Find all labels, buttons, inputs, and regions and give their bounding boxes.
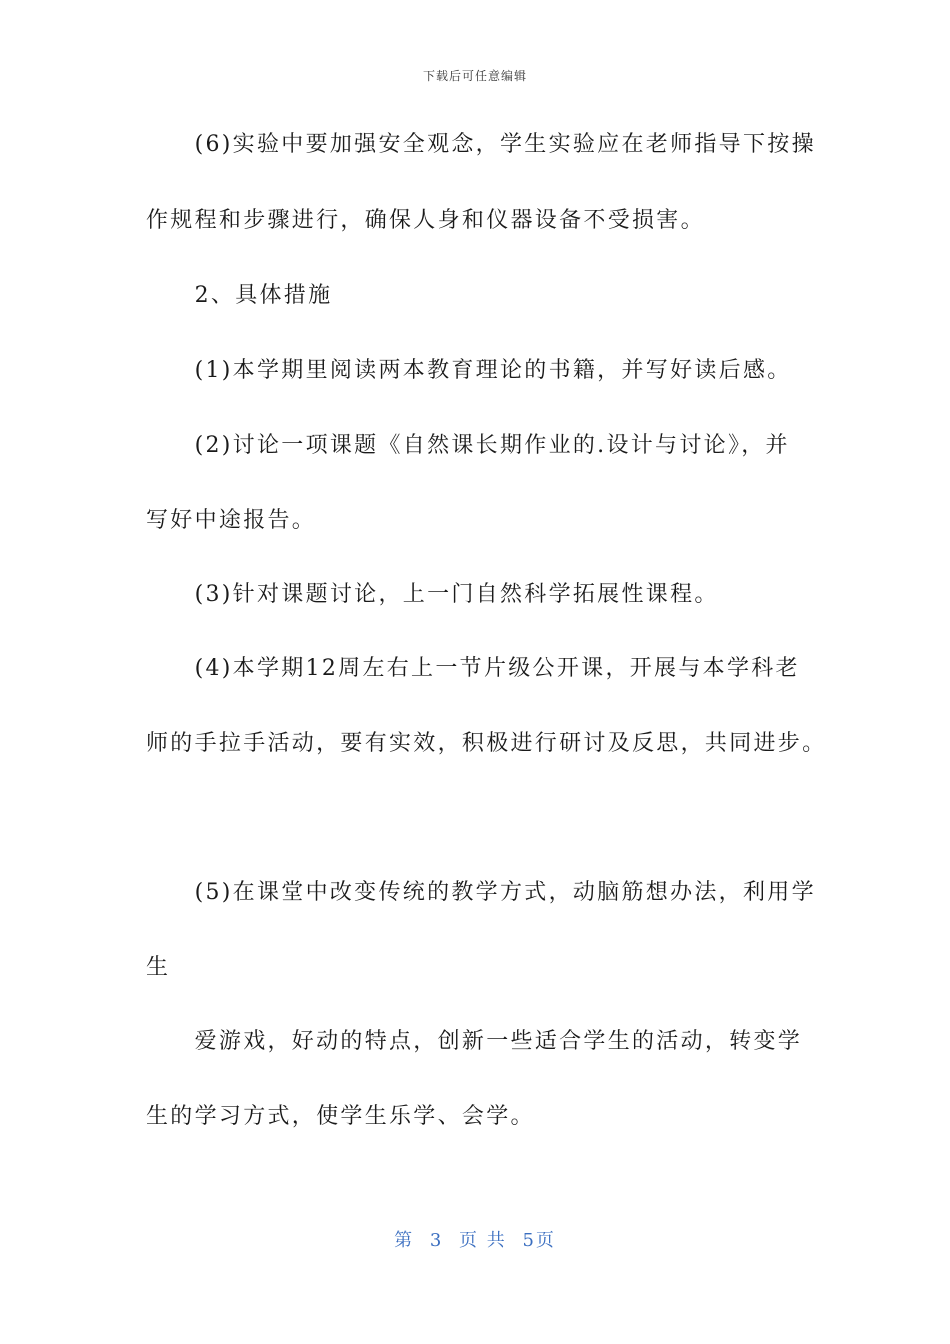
page-header-note: 下载后可任意编辑 xyxy=(422,69,527,83)
footer-total-pages: 5页 xyxy=(522,1230,556,1251)
body-line: (4)本学期12周左右上一节片级公开课，开展与本学科老 xyxy=(146,656,800,681)
body-line: (6)实验中要加强安全观念，学生实验应在老师指导下按操 xyxy=(146,132,816,157)
body-line: (1)本学期里阅读两本教育理论的书籍，并写好读后感。 xyxy=(146,358,792,383)
body-line: 师的手拉手活动，要有实效，积极进行研讨及反思，共同进步。 xyxy=(146,731,827,756)
footer-middle: 页 共 xyxy=(459,1230,507,1251)
section-heading: 2、具体措施 xyxy=(146,283,333,308)
body-line: 生 xyxy=(146,955,171,980)
footer-prefix: 第 xyxy=(394,1230,415,1251)
body-line: 爱游戏，好动的特点，创新一些适合学生的活动，转变学 xyxy=(146,1029,803,1054)
body-line: (2)讨论一项课题《自然课长期作业的.设计与讨论》，并 xyxy=(146,433,790,458)
page-footer xyxy=(0,1226,950,1252)
body-line: (3)针对课题讨论，上一门自然科学拓展性课程。 xyxy=(146,582,719,607)
body-line: 写好中途报告。 xyxy=(146,508,317,533)
footer-current-page: 3 xyxy=(429,1230,444,1251)
body-line: 生的学习方式，使学生乐学、会学。 xyxy=(146,1104,535,1129)
body-line: (5)在课堂中改变传统的教学方式，动脑筋想办法，利用学 xyxy=(146,880,816,905)
body-line: 作规程和步骤进行，确保人身和仪器设备不受损害。 xyxy=(146,208,705,233)
